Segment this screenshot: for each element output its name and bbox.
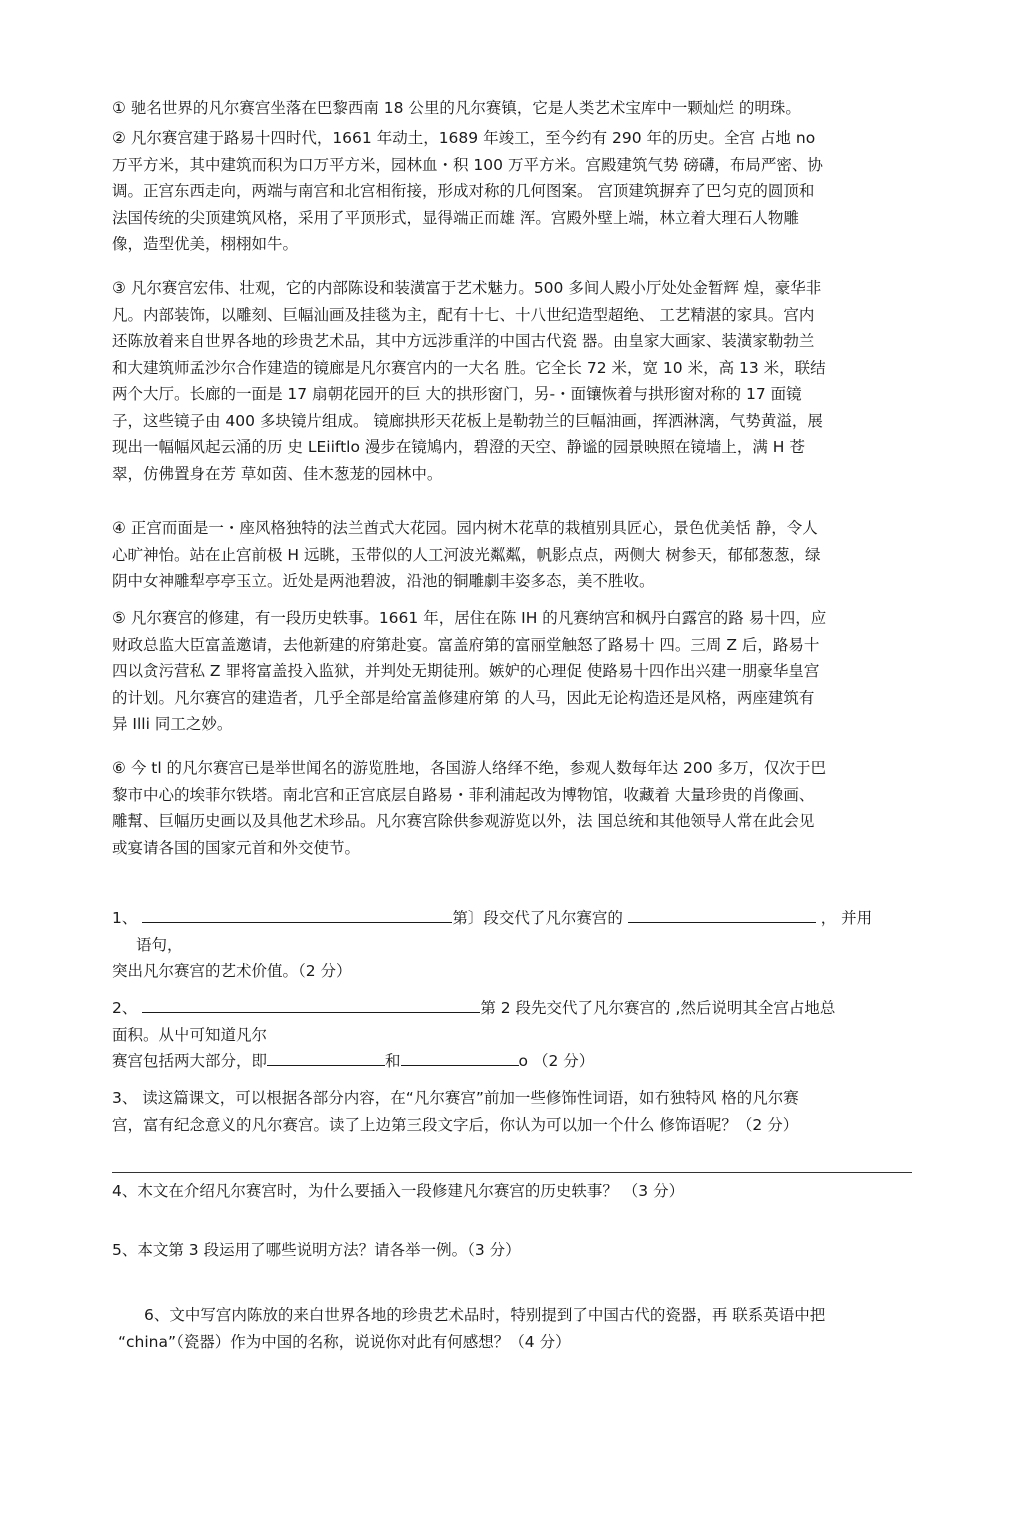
text-line: 和大建筑师孟沙尔合作建造的镜廊是凡尔赛宫内的一大名 胜。它全长 72 米，宽 10 米，高 13 米，联结 [112, 358, 826, 377]
question-text: 3、 读这篇课文，可以根据各部分内容，在“凡尔赛宫”前加一些修饰性词语，如冇独特风 格的凡尔赛 [112, 1089, 799, 1107]
text-line: ① 驰名世界的凡尔赛宫坐落在巴黎西南 18 公里的凡尔赛镇，它是人类艺术宝库中一颗灿烂 的明珠。 [112, 99, 801, 117]
text-line: 凡。内部装饰，以雕刻、巨幅汕画及挂毯为主，配有十七、十八世纪造型超绝、 工艺精湛的家具。宫内 [112, 305, 815, 324]
question-text: 赛宫包括两大部分，即 [112, 1052, 268, 1070]
text-line: 阴中女神雕犁亭亭玉立。近处是两池碧波，沿池的铜雕劇丰姿多态，美不胜收。 [112, 572, 655, 590]
question-3 [112, 1085, 912, 1138]
question-6 [112, 1302, 912, 1355]
question-text: 6、文中写宫内陈放的来白世界各地的珍贵艺术品时，特别提到了中国古代的瓷器，再 联系英语中把 [144, 1306, 826, 1324]
question-1 [112, 905, 912, 985]
answer-blank[interactable] [401, 1049, 519, 1066]
question-text: 面积。从屮可知道凡尔 [112, 1025, 268, 1044]
text-line: 现出一幅幅风起云涌的历 史 LEiiftlo 漫步在镜鳩内，碧澄的天空、静谧的园景映照在镜墙上，满 H 苍 [112, 438, 805, 456]
answer-blank[interactable] [628, 906, 816, 923]
text-line: 万平方米，其中建筑而积为口万平方米，园林血・积 100 万平方米。宫殿建筑气势 磅礴，布局严密、协 [112, 155, 823, 174]
text-line: ② 凡尔赛宫建于路易十四时代，1661 年动土，1689 年竣工，至今约有 290 年的历史。全宫 占地 no [112, 129, 816, 147]
text-line: 两个大厅。长廊的一面是 17 扇朝花园开的巨 大的拱形窗门，另-・面镶恢着与拱形窗对称的 17 面镜 [112, 385, 802, 403]
text-line: 还陈放着来自世界各地的珍贵艺术品，其中方远涉重洋的中国古代瓷 器。由皇家大画家、装潢家勒勃兰 [112, 332, 815, 350]
question-number: 2、 [112, 999, 138, 1017]
text-line: 子，这些镜子由 400 多块镜片组成。 镜廊拱形天花板上是勒勃兰的巨幅油画，挥洒淋漓，气势黄溢，展 [112, 411, 823, 430]
question-text: o （2 分） [518, 1052, 595, 1070]
paragraph-6 [112, 755, 912, 861]
question-5 [112, 1237, 912, 1264]
question-2 [112, 995, 912, 1075]
text-line: 调。正宫东西走向，两端与南宫和北宫相衔接，形成对称的几何图案。 宫顶建筑摒弃了巴匀克的圆顶和 [112, 182, 815, 200]
text-line: 雕幫、巨幅历史画以及具他艺术珍品。凡尔赛宫除供参观游览以外，法 国总统和其他领导人常在此会见 [112, 812, 815, 830]
answer-blank[interactable] [142, 906, 452, 923]
text-line: 黎市中心的埃菲尔铁塔。南北宫和正宫底层自路易・菲利浦起改为博物馆，收藏着 大量珍贵的肖像画、 [112, 785, 815, 804]
text-line: 翠，仿佛置身在芳 草如茵、佳木葱茏的园林中。 [112, 464, 443, 483]
text-line: 的计划。凡尔赛宫的建造者，几乎全部是给富盖修建府第 的人马，因此无论构造还是风格，两座建筑有 [112, 688, 815, 707]
text-line: 心旷神怡。站在止宫前极 H 远眺，玉带似的人工河波光粼粼，帆影点点，两侧大 树参天，郁郁葱葱，绿 [112, 545, 821, 564]
question-text: 和 [385, 1052, 401, 1070]
text-line: ④ 正宫而面是一・座风格独特的法兰酋式大花园。园内树木花草的栽植别具匠心，景色优美恬 静，令人 [112, 519, 818, 537]
question-text: 5、本文第 3 段运用了哪些说明方法？请各举一例。（3 分） [112, 1241, 521, 1259]
question-text: ， 并用 [820, 909, 873, 927]
paragraph-2 [112, 125, 912, 258]
paragraph-3 [112, 275, 912, 487]
text-line: 法国传统的尖顶建筑风格，采用了平顶形式，显得端正而雄 浑。宫殿外壁上端，林立着大理石人物雕 [112, 208, 799, 227]
answer-blank[interactable] [142, 996, 480, 1013]
question-text: 第〕段交代了凡尔赛宫的 [452, 909, 623, 927]
question-4 [112, 1178, 912, 1205]
question-text: 突出凡尔赛宫的艺术价值。（2 分） [112, 962, 352, 980]
text-line: 或宴请各国的国家元首和外交使节。 [112, 838, 361, 857]
paragraph-1 [112, 95, 912, 122]
question-text: 语句， [136, 935, 183, 954]
question-text: 4、木文在介绍凡尔赛宫时，为什么要插入一段修建凡尔赛宫的历史轶事？ （3 分） [112, 1182, 685, 1200]
text-line: 四以贪污营私 Z 罪将富盖投入监狱，并判处无期徒刑。嫉妒的心理促 使路易十四作出兴建一朋豪华皇宫 [112, 662, 820, 680]
question-text: 第 2 段先交代了凡尔赛宫的 ,然后说明其全宫占地总 [480, 999, 836, 1017]
text-line: ③ 凡尔赛宫宏伟、壮观，它的内部陈设和装潢富于艺术魅力。500 多间人殿小厅处处金暂辉 煌，豪华非 [112, 279, 822, 297]
text-line: 像，造型优美，栩栩如牛。 [112, 235, 299, 253]
answer-line[interactable] [112, 1172, 912, 1173]
paragraph-5 [112, 605, 912, 738]
question-text: 宫，富有纪念意义的凡尔赛宫。读了上边第三段文字后，你认为可以加一个什么 修饰语呢？（2 分） [112, 1115, 799, 1134]
text-line: ⑤ 凡尔赛宫的修建，有一段历史轶事。1661 年，居住在陈 IH 的凡赛纳宫和枫丹白露宫的路 易十四，应 [112, 609, 827, 627]
text-line: 财政总监大臣富盖邀请，去他新建的府第赴宴。富盖府第的富丽堂触怒了路易十 四。三周 Z 后，路易十 [112, 635, 820, 654]
text-line: 异 Illi 同工之妙。 [112, 715, 233, 733]
question-text: “china”（瓷器）作为中国的名称，说说你对此有何感想？（4 分） [118, 1332, 571, 1351]
paragraph-4 [112, 515, 912, 595]
text-line: ⑥ 今 tl 的凡尔赛宫已是举世闻名的游览胜地，各国游人络绎不绝，参观人数每年达 200 多万，仅次于巴 [112, 759, 827, 777]
answer-blank[interactable] [267, 1049, 385, 1066]
question-number: 1、 [112, 909, 138, 927]
